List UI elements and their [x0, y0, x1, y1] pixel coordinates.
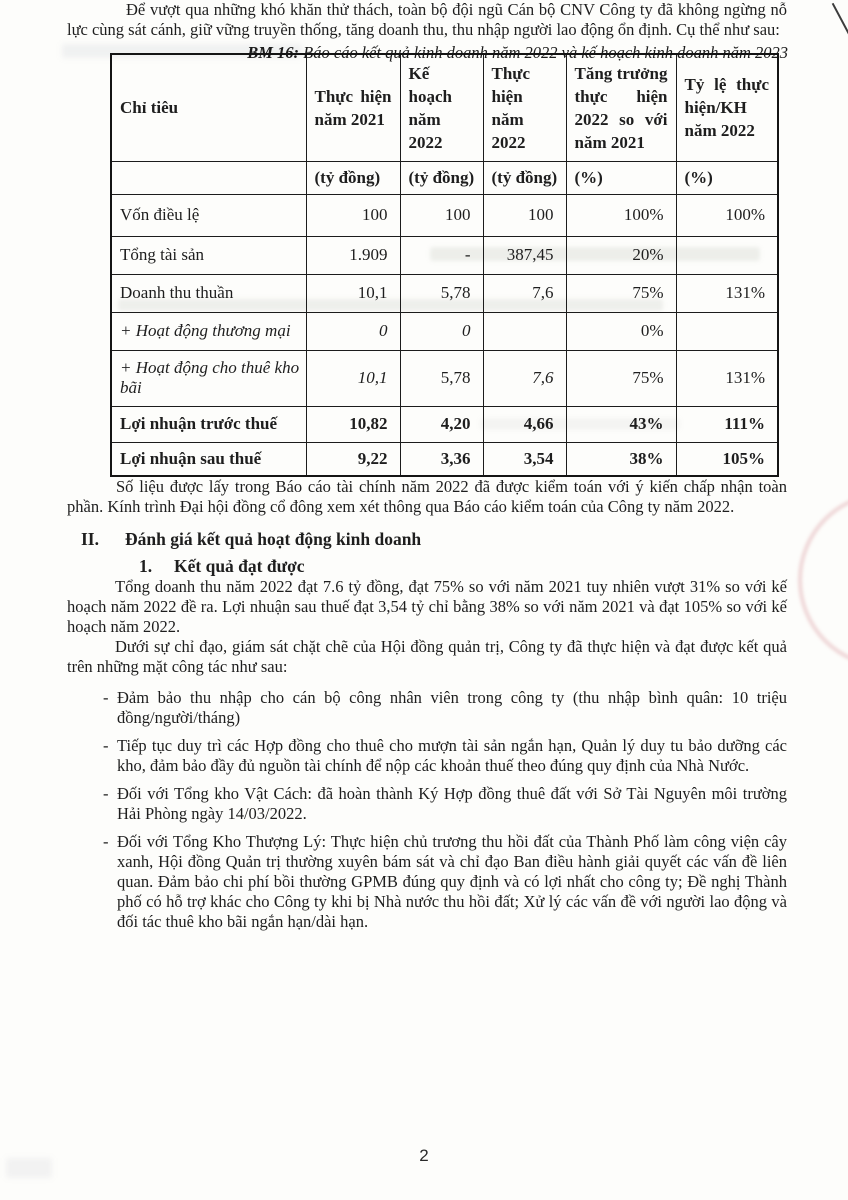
col-header-thuc-hien-2022: Thực hiện năm 2022: [483, 54, 566, 161]
table-body: [111, 194, 778, 476]
list-item: [67, 736, 787, 776]
row-value: 5,78: [400, 274, 483, 312]
subsection-heading-1: [139, 556, 787, 577]
bullet-dash: -: [103, 784, 109, 803]
table-row: [111, 406, 778, 442]
row-value: 7,6: [483, 274, 566, 312]
unit-cell: (%): [566, 161, 676, 194]
form-code: BM 16:: [247, 43, 300, 62]
row-value: 100%: [676, 194, 778, 236]
row-value: 20%: [566, 236, 676, 274]
business-results-table: [110, 53, 779, 477]
bullet-dash: -: [103, 832, 109, 851]
list-item: [67, 832, 787, 932]
row-value: 0%: [566, 312, 676, 350]
intro-paragraph: Để vượt qua những khó khăn thử thách, toàn bộ đội ngũ Cán bộ CNV Công ty đã không ngừng nỗ lực cùng sát cánh, giữ vững truyền thống, tăng doanh thu, thu nhập người lao động ổn định. Cụ thể như sau:: [67, 0, 787, 39]
unit-cell: (tỷ đồng): [306, 161, 400, 194]
stamp-bleedthrough: [798, 492, 848, 668]
scan-diagonal-mark: [832, 3, 848, 39]
row-label: Vốn điều lệ: [111, 194, 306, 236]
row-value: 3,36: [400, 442, 483, 476]
row-label: Doanh thu thuần: [111, 274, 306, 312]
row-value: 131%: [676, 274, 778, 312]
row-value: 100: [306, 194, 400, 236]
row-value: 9,22: [306, 442, 400, 476]
row-value: 3,54: [483, 442, 566, 476]
table-units-row: [111, 161, 778, 194]
section-numeral: II.: [81, 529, 99, 549]
row-value: 4,20: [400, 406, 483, 442]
row-label: + Hoạt động thương mại: [111, 312, 306, 350]
unit-cell: (tỷ đồng): [400, 161, 483, 194]
direction-paragraph: Dưới sự chỉ đạo, giám sát chặt chẽ của Hội đồng quản trị, Công ty đã thực hiện và đạt được kết quả trên những mặt công tác như sau:: [67, 637, 787, 676]
bullet-dash: -: [103, 688, 109, 707]
row-value: 7,6: [483, 350, 566, 406]
col-header-thuc-hien-2021: Thực hiện năm 2021: [306, 54, 400, 161]
unit-cell: [111, 161, 306, 194]
row-value: 100: [483, 194, 566, 236]
table-row: [111, 194, 778, 236]
achievements-list: [67, 688, 787, 932]
row-value: 1.909: [306, 236, 400, 274]
subsection-numeral: 1.: [139, 556, 153, 576]
row-label: Tổng tài sản: [111, 236, 306, 274]
row-value: 105%: [676, 442, 778, 476]
row-label: + Hoạt động cho thuê kho bãi: [111, 350, 306, 406]
row-value: 100: [400, 194, 483, 236]
row-value: 111%: [676, 406, 778, 442]
row-value: 131%: [676, 350, 778, 406]
row-value: 100%: [566, 194, 676, 236]
bullet-text: Đảm bảo thu nhập cho cán bộ công nhân viên trong công ty (thu nhập bình quân: 10 triệu đồng/người/tháng): [117, 688, 787, 727]
row-value: [676, 312, 778, 350]
table-header-row: [111, 54, 778, 161]
page-number: 2: [419, 1146, 429, 1165]
section-title: Đánh giá kết quả hoạt động kinh doanh: [125, 529, 422, 549]
row-value: 75%: [566, 274, 676, 312]
table-row: [111, 274, 778, 312]
list-item: [67, 784, 787, 824]
row-value: 10,82: [306, 406, 400, 442]
bullet-text: Tiếp tục duy trì các Hợp đồng cho thuê cho mượn tài sản ngắn hạn, Quản lý duy tu bảo dưỡng các kho, đảm bảo đầy đủ nguồn tài chính để nộp các khoản thuế theo đúng quy định của Nhà Nước.: [117, 736, 787, 775]
section-heading-2: [81, 529, 787, 550]
row-value: 10,1: [306, 274, 400, 312]
list-item: [67, 688, 787, 728]
col-header-ty-le: Tỷ lệ thực hiện/KH năm 2022: [676, 54, 778, 161]
row-value: 0: [306, 312, 400, 350]
row-value: [676, 236, 778, 274]
row-label: Lợi nhuận sau thuế: [111, 442, 306, 476]
form-title: Báo cáo kết quả kinh doanh năm 2022 và kế hoạch kinh doanh năm 2023: [299, 43, 788, 62]
row-value: 4,66: [483, 406, 566, 442]
bullet-text: Đối với Tổng Kho Thượng Lý: Thực hiện chủ trương thu hồi đất của Thành Phố làm công viện cây xanh, Hội đồng Quản trị thường xuyên bám sát và chỉ đạo Ban điều hành giải quyết các vấn đề liên quan. Đảm bảo chi phí bồi thường GPMB đúng quy định và có lợi nhất cho công ty; Đề nghị Thành phố có hỗ trợ khác cho Công ty khi bị Nhà nước thu hồi đất; Xử lý các vấn đề với người lao động và đối tác thuê kho bãi ngắn hạn/dài hạn.: [117, 832, 787, 931]
bullet-text: Đối với Tổng kho Vật Cách: đã hoàn thành Ký Hợp đồng thuê đất với Sở Tài Nguyên môi trường Hải Phòng ngày 14/03/2022.: [117, 784, 787, 823]
row-label: Lợi nhuận trước thuế: [111, 406, 306, 442]
row-value: 387,45: [483, 236, 566, 274]
table-header: [111, 54, 778, 194]
row-value: 0: [400, 312, 483, 350]
bullet-dash: -: [103, 736, 109, 755]
audit-note-paragraph: Số liệu được lấy trong Báo cáo tài chính năm 2022 đã được kiểm toán với ý kiến chấp nhận toàn phần. Kính trình Đại hội đồng cổ đông xem xét thông qua Báo cáo kiểm toán của Công ty năm 2022.: [67, 477, 787, 516]
row-value: 38%: [566, 442, 676, 476]
row-value: [483, 312, 566, 350]
row-value: 75%: [566, 350, 676, 406]
col-header-tang-truong: Tăng trưởng thực hiện 2022 so với năm 2021: [566, 54, 676, 161]
document-body: [67, 0, 787, 940]
row-value: 5,78: [400, 350, 483, 406]
col-header-ke-hoach-2022: Kế hoạch năm 2022: [400, 54, 483, 161]
unit-cell: (tỷ đồng): [483, 161, 566, 194]
row-value: 43%: [566, 406, 676, 442]
subsection-title: Kết quả đạt được: [174, 556, 305, 576]
table-row: [111, 312, 778, 350]
results-paragraph: Tổng doanh thu năm 2022 đạt 7.6 tỷ đồng, đạt 75% so với năm 2021 tuy nhiên vượt 31% so với kế hoạch năm 2022 đề ra. Lợi nhuận sau thuế đạt 3,54 tỷ chỉ bằng 38% so với năm 2021 và đạt 105% so với kế hoạch năm 2022.: [67, 577, 787, 636]
unit-cell: (%): [676, 161, 778, 194]
row-value: 10,1: [306, 350, 400, 406]
row-value: -: [400, 236, 483, 274]
col-header-chi-tieu: Chỉ tiêu: [111, 54, 306, 161]
table-row: [111, 350, 778, 406]
table-row: [111, 442, 778, 476]
table-row: [111, 236, 778, 274]
